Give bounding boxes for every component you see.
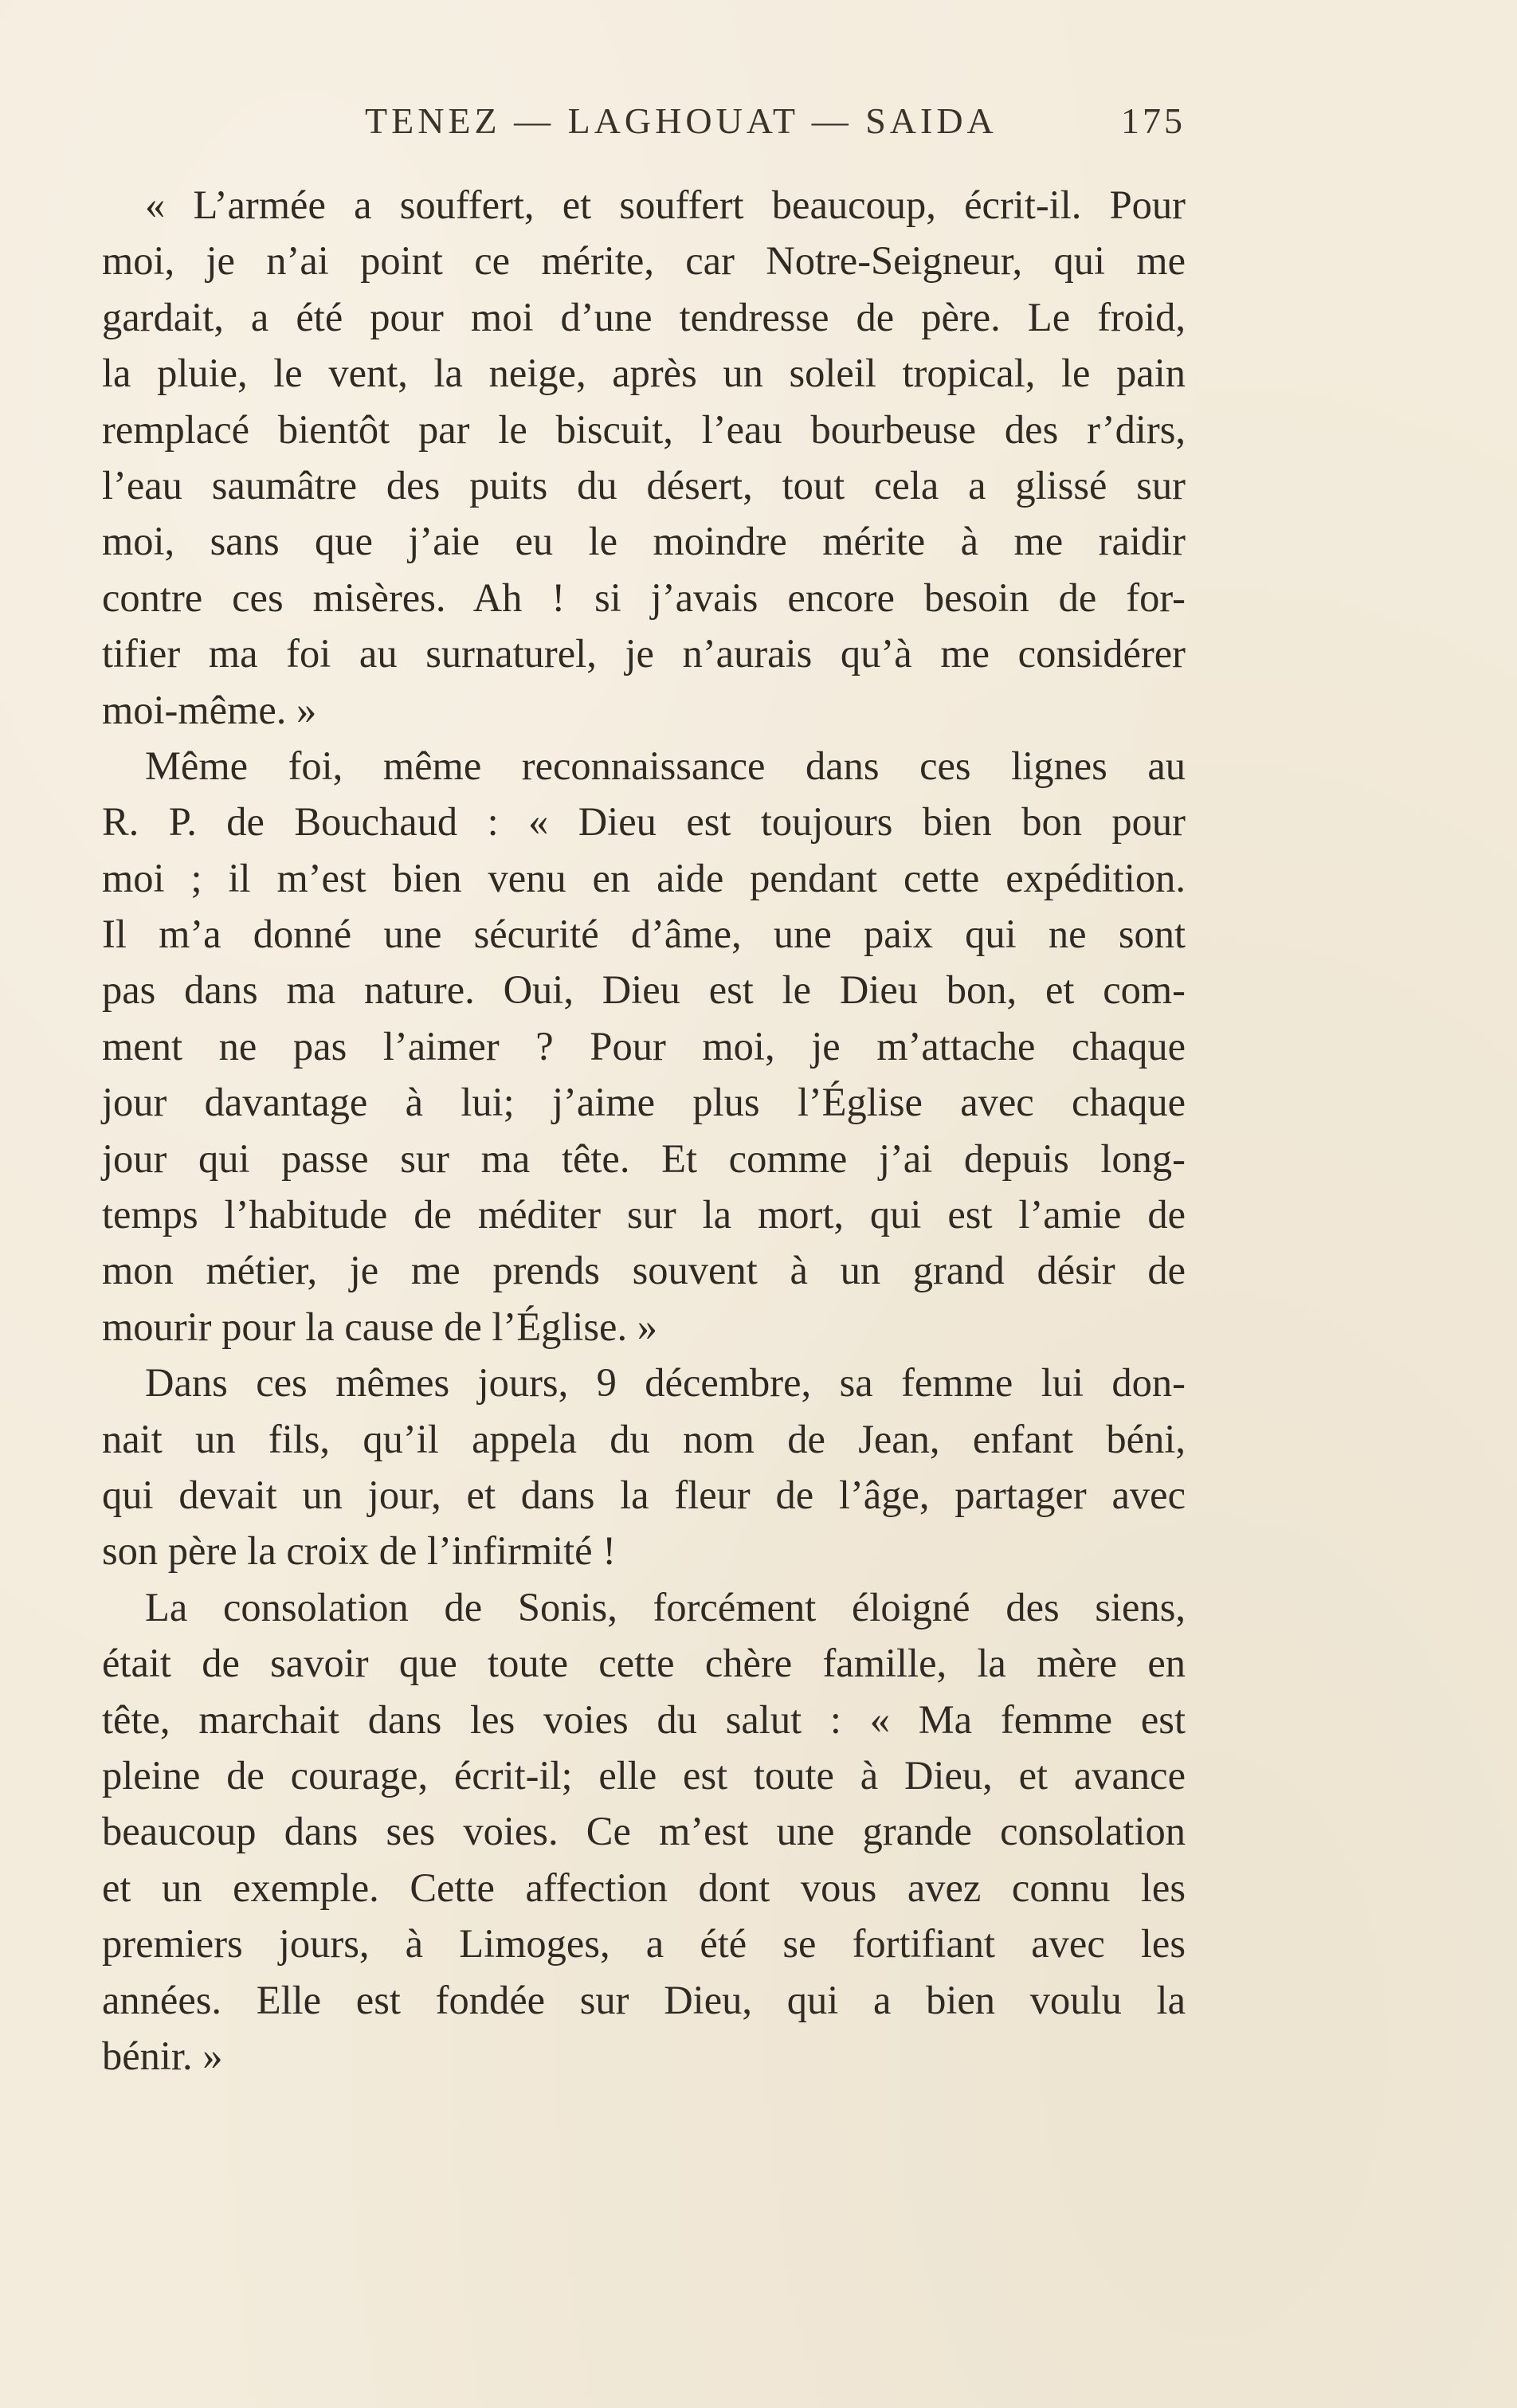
text-line: la pluie, le vent, la neige, après un soleil tropical, le pain [102,351,1186,396]
text-line: et un exemple. Cette affection dont vous avez connu les [102,1865,1186,1910]
text-line: Dans ces mêmes jours, 9 décembre, sa femme lui don- [145,1360,1186,1406]
text-line: gardait, a été pour moi d’une tendresse de père. Le froid, [102,294,1186,339]
text-line: années. Elle est fondée sur Dieu, qui a bien voulu la [102,1977,1186,2022]
text-line: remplacé bientôt par le biscuit, l’eau bourbeuse des r’dirs, [102,406,1186,452]
text-line: Il m’a donné une sécurité d’âme, une paix qui ne sont [102,912,1186,957]
text-line: jour qui passe sur ma tête. Et comme j’ai depuis long- [102,1135,1186,1181]
text-line: jour davantage à lui; j’aime plus l’Église avec chaque [102,1080,1186,1125]
text-line: tifier ma foi au surnaturel, je n’aurais qu’à me considérer [102,631,1186,677]
text-line: son père la croix de l’infirmité ! [102,1528,617,1574]
text-line: bénir. » [102,2033,223,2078]
text-line: qui devait un jour, et dans la fleur de l’âge, partager avec [102,1472,1186,1517]
text-line: temps l’habitude de méditer sur la mort, qui est l’amie de [102,1192,1186,1237]
text-line: tête, marchait dans les voies du salut : « Ma femme est [102,1696,1186,1742]
text-line: moi, je n’ai point ce mérite, car Notre-Seigneur, qui me [102,238,1186,284]
body-text [102,177,1186,2084]
text-line: nait un fils, qu’il appela du nom de Jean, enfant béni, [102,1416,1186,1461]
text-line: moi-même. » [102,687,317,732]
text-line: mon métier, je me prends souvent à un grand désir de [102,1248,1186,1293]
text-line: R. P. de Bouchaud : « Dieu est toujours bien bon pour [102,799,1186,845]
text-line: premiers jours, à Limoges, a été se fortifiant avec les [102,1921,1186,1967]
text-line: contre ces misères. Ah ! si j’avais encore besoin de for- [102,575,1186,620]
text-line: moi, sans que j’aie eu le moindre mérite à me raidir [102,519,1186,564]
text-line: pas dans ma nature. Oui, Dieu est le Dieu bon, et com- [102,967,1186,1013]
text-line: pleine de courage, écrit-il; elle est toute à Dieu, et avance [102,1752,1186,1798]
text-line: « L’armée a souffert, et souffert beaucoup, écrit-il. Pour [145,182,1186,227]
text-line: beaucoup dans ses voies. Ce m’est une grande consolation [102,1809,1186,1854]
text-line: moi ; il m’est bien venu en aide pendant cette expédition. [102,855,1186,900]
text-line: Même foi, même reconnaissance dans ces lignes au [145,743,1186,788]
text-line: La consolation de Sonis, forcément éloigné des siens, [145,1584,1186,1630]
running-head: TENEZ — LAGHOUAT — SAIDA [365,100,998,141]
text-line: ment ne pas l’aimer ? Pour moi, je m’attache chaque [102,1023,1186,1069]
text-line: était de savoir que toute cette chère famille, la mère en [102,1641,1186,1686]
page-header [102,100,1186,155]
page-number: 175 [1121,100,1186,141]
text-line: l’eau saumâtre des puits du désert, tout cela a glissé sur [102,462,1186,508]
text-line: mourir pour la cause de l’Église. » [102,1304,657,1349]
